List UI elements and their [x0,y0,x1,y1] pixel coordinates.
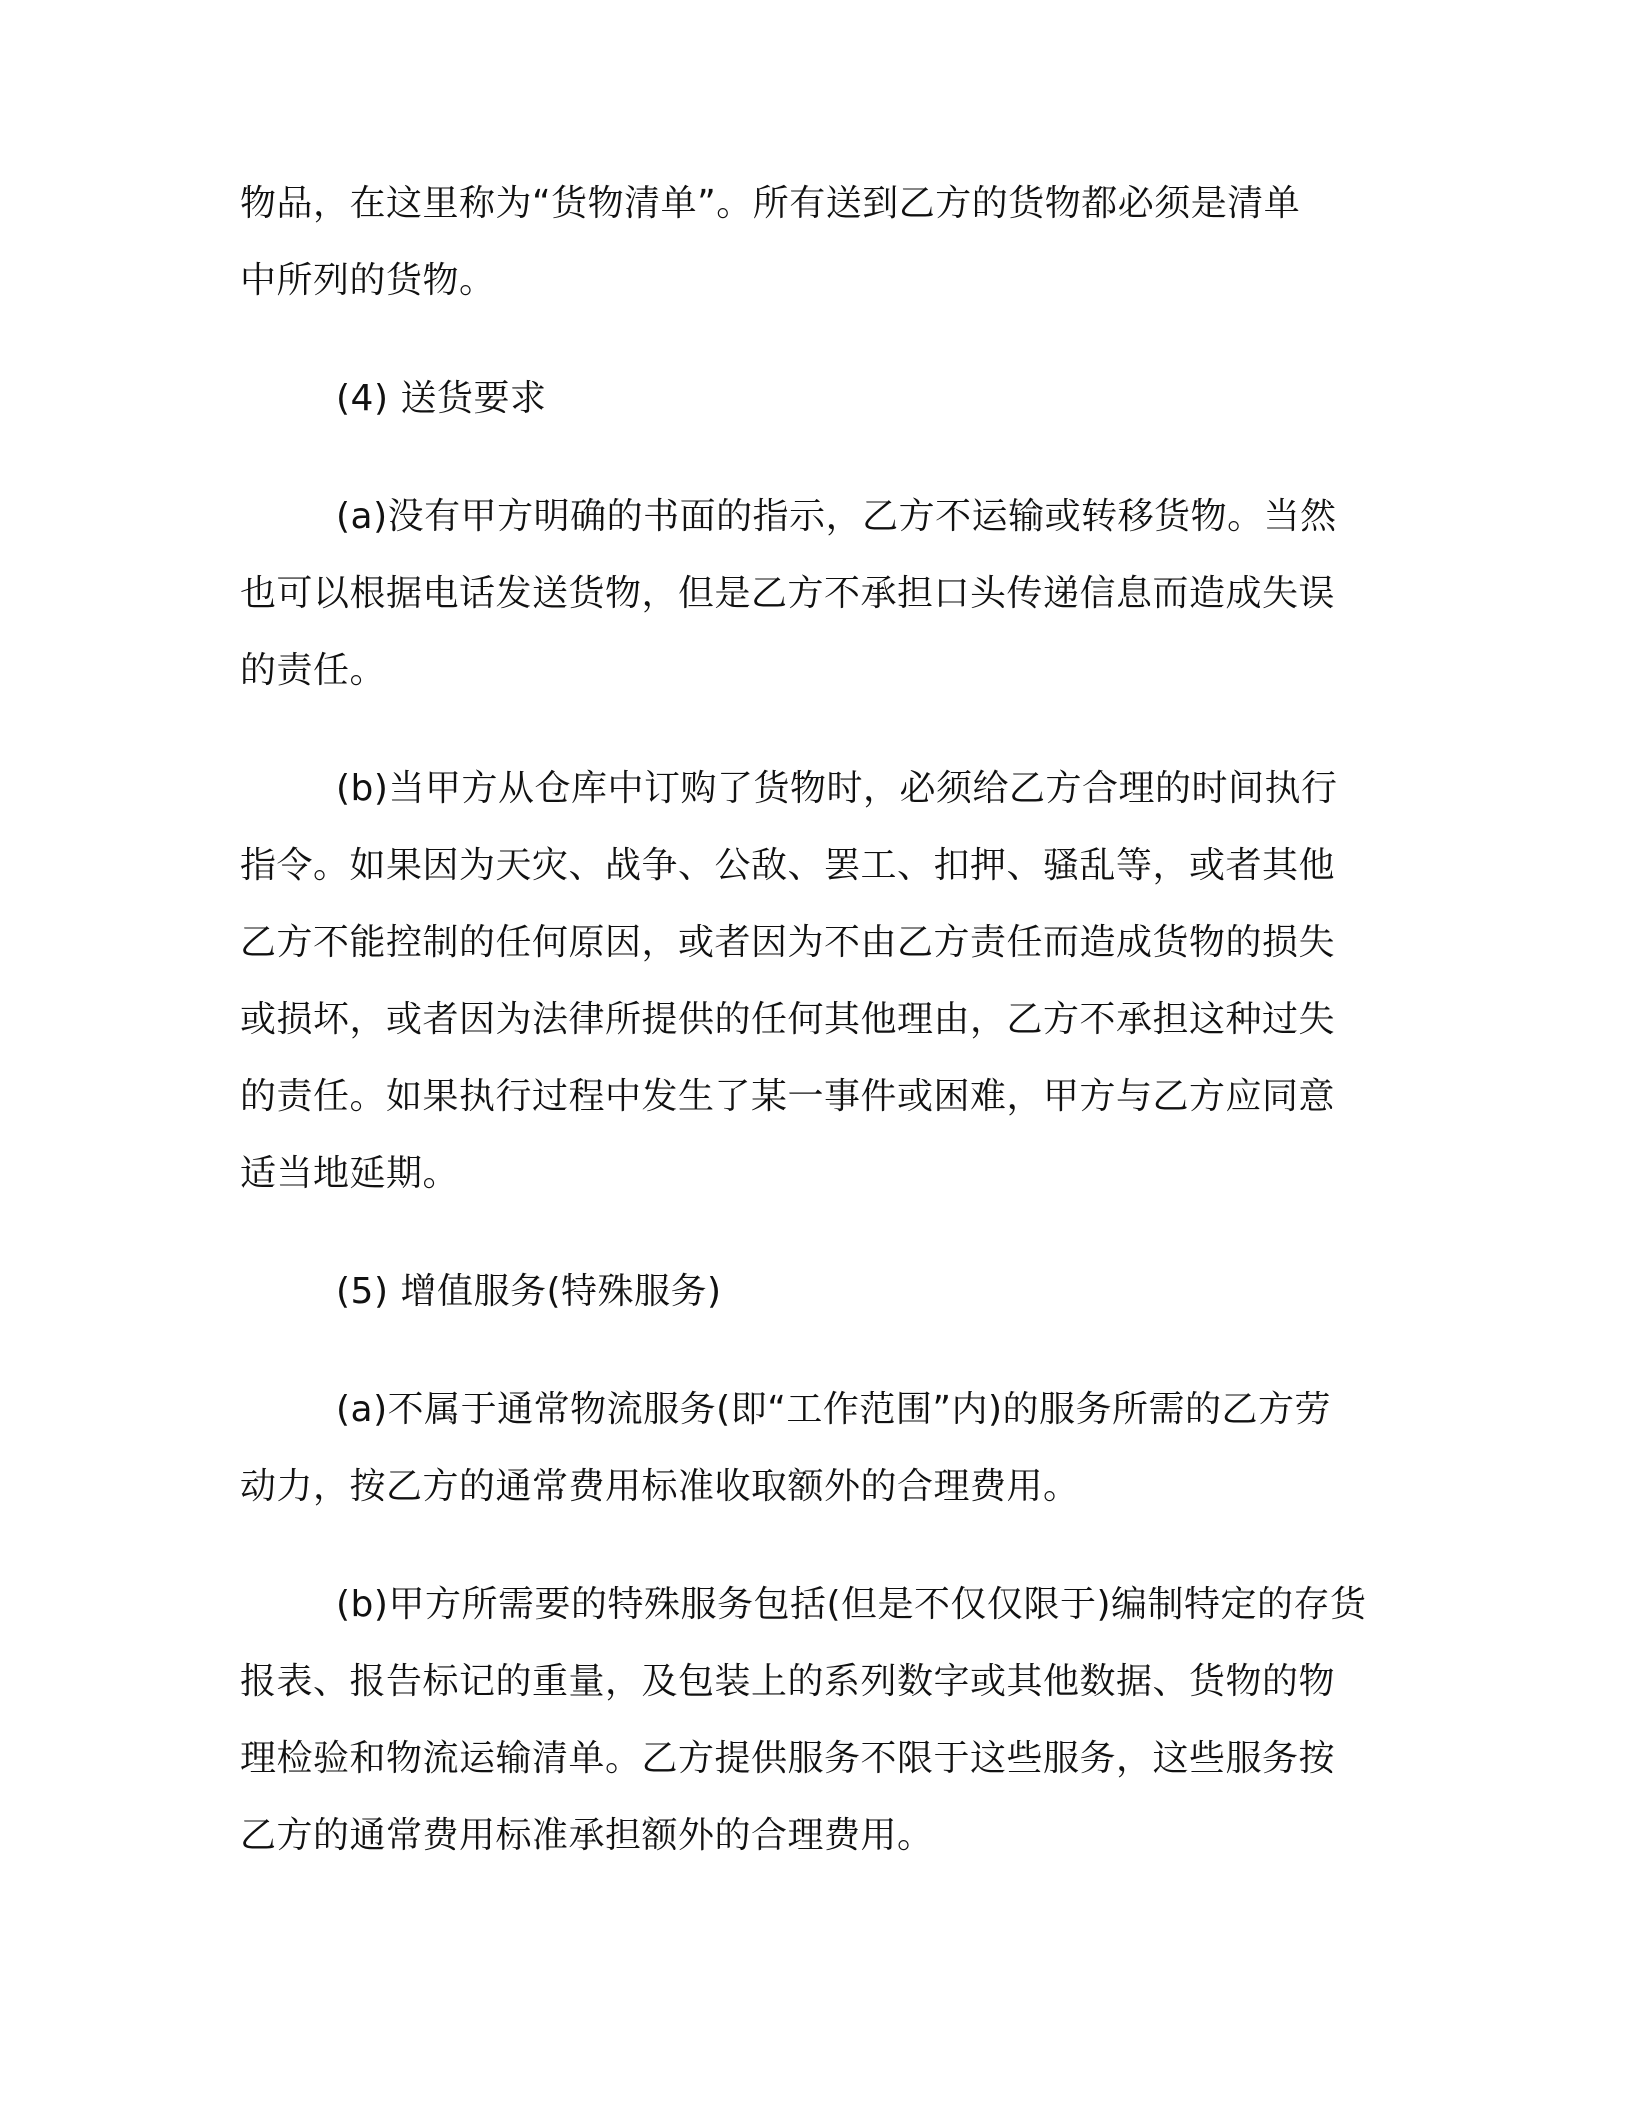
paragraph-line: 乙方不能控制的任何原因，或者因为不由乙方责任而造成货物的损失 [240,922,1336,963]
paragraph-line: (b)当甲方从仓库中订购了货物时，必须给乙方合理的时间执行 [336,768,1338,809]
paragraph-line: (a)没有甲方明确的书面的指示，乙方不运输或转移货物。当然 [336,496,1337,537]
section-heading: (4) 送货要求 [336,378,547,419]
paragraph-line: 理检验和物流运输清单。乙方提供服务不限于这些服务，这些服务按 [240,1738,1336,1779]
section-heading: (5) 增值服务(特殊服务) [336,1271,722,1312]
paragraph-line: 报表、报告标记的重量，及包装上的系列数字或其他数据、货物的物 [240,1661,1336,1702]
paragraph-line: (a)不属于通常物流服务(即“工作范围”内)的服务所需的乙方劳 [336,1389,1332,1430]
paragraph-line: 适当地延期。 [240,1153,460,1194]
paragraph-line: 中所列的货物。 [240,260,496,301]
paragraph-line: (b)甲方所需要的特殊服务包括(但是不仅仅限于)编制特定的存货 [336,1584,1367,1625]
paragraph-line: 指令。如果因为天灾、战争、公敌、罢工、扣押、骚乱等，或者其他 [240,845,1336,886]
paragraph-line: 或损坏，或者因为法律所提供的任何其他理由，乙方不承担这种过失 [240,999,1336,1040]
paragraph-line: 动力，按乙方的通常费用标准收取额外的合理费用。 [240,1466,1080,1507]
paragraph-line: 物品，在这里称为“货物清单”。所有送到乙方的货物都必须是清单 [240,183,1301,224]
paragraph-line: 也可以根据电话发送货物，但是乙方不承担口头传递信息而造成失误 [240,573,1336,614]
paragraph-line: 乙方的通常费用标准承担额外的合理费用。 [240,1815,934,1856]
paragraph-line: 的责任。 [240,650,387,691]
paragraph-line: 的责任。如果执行过程中发生了某一事件或困难，甲方与乙方应同意 [240,1076,1336,1117]
